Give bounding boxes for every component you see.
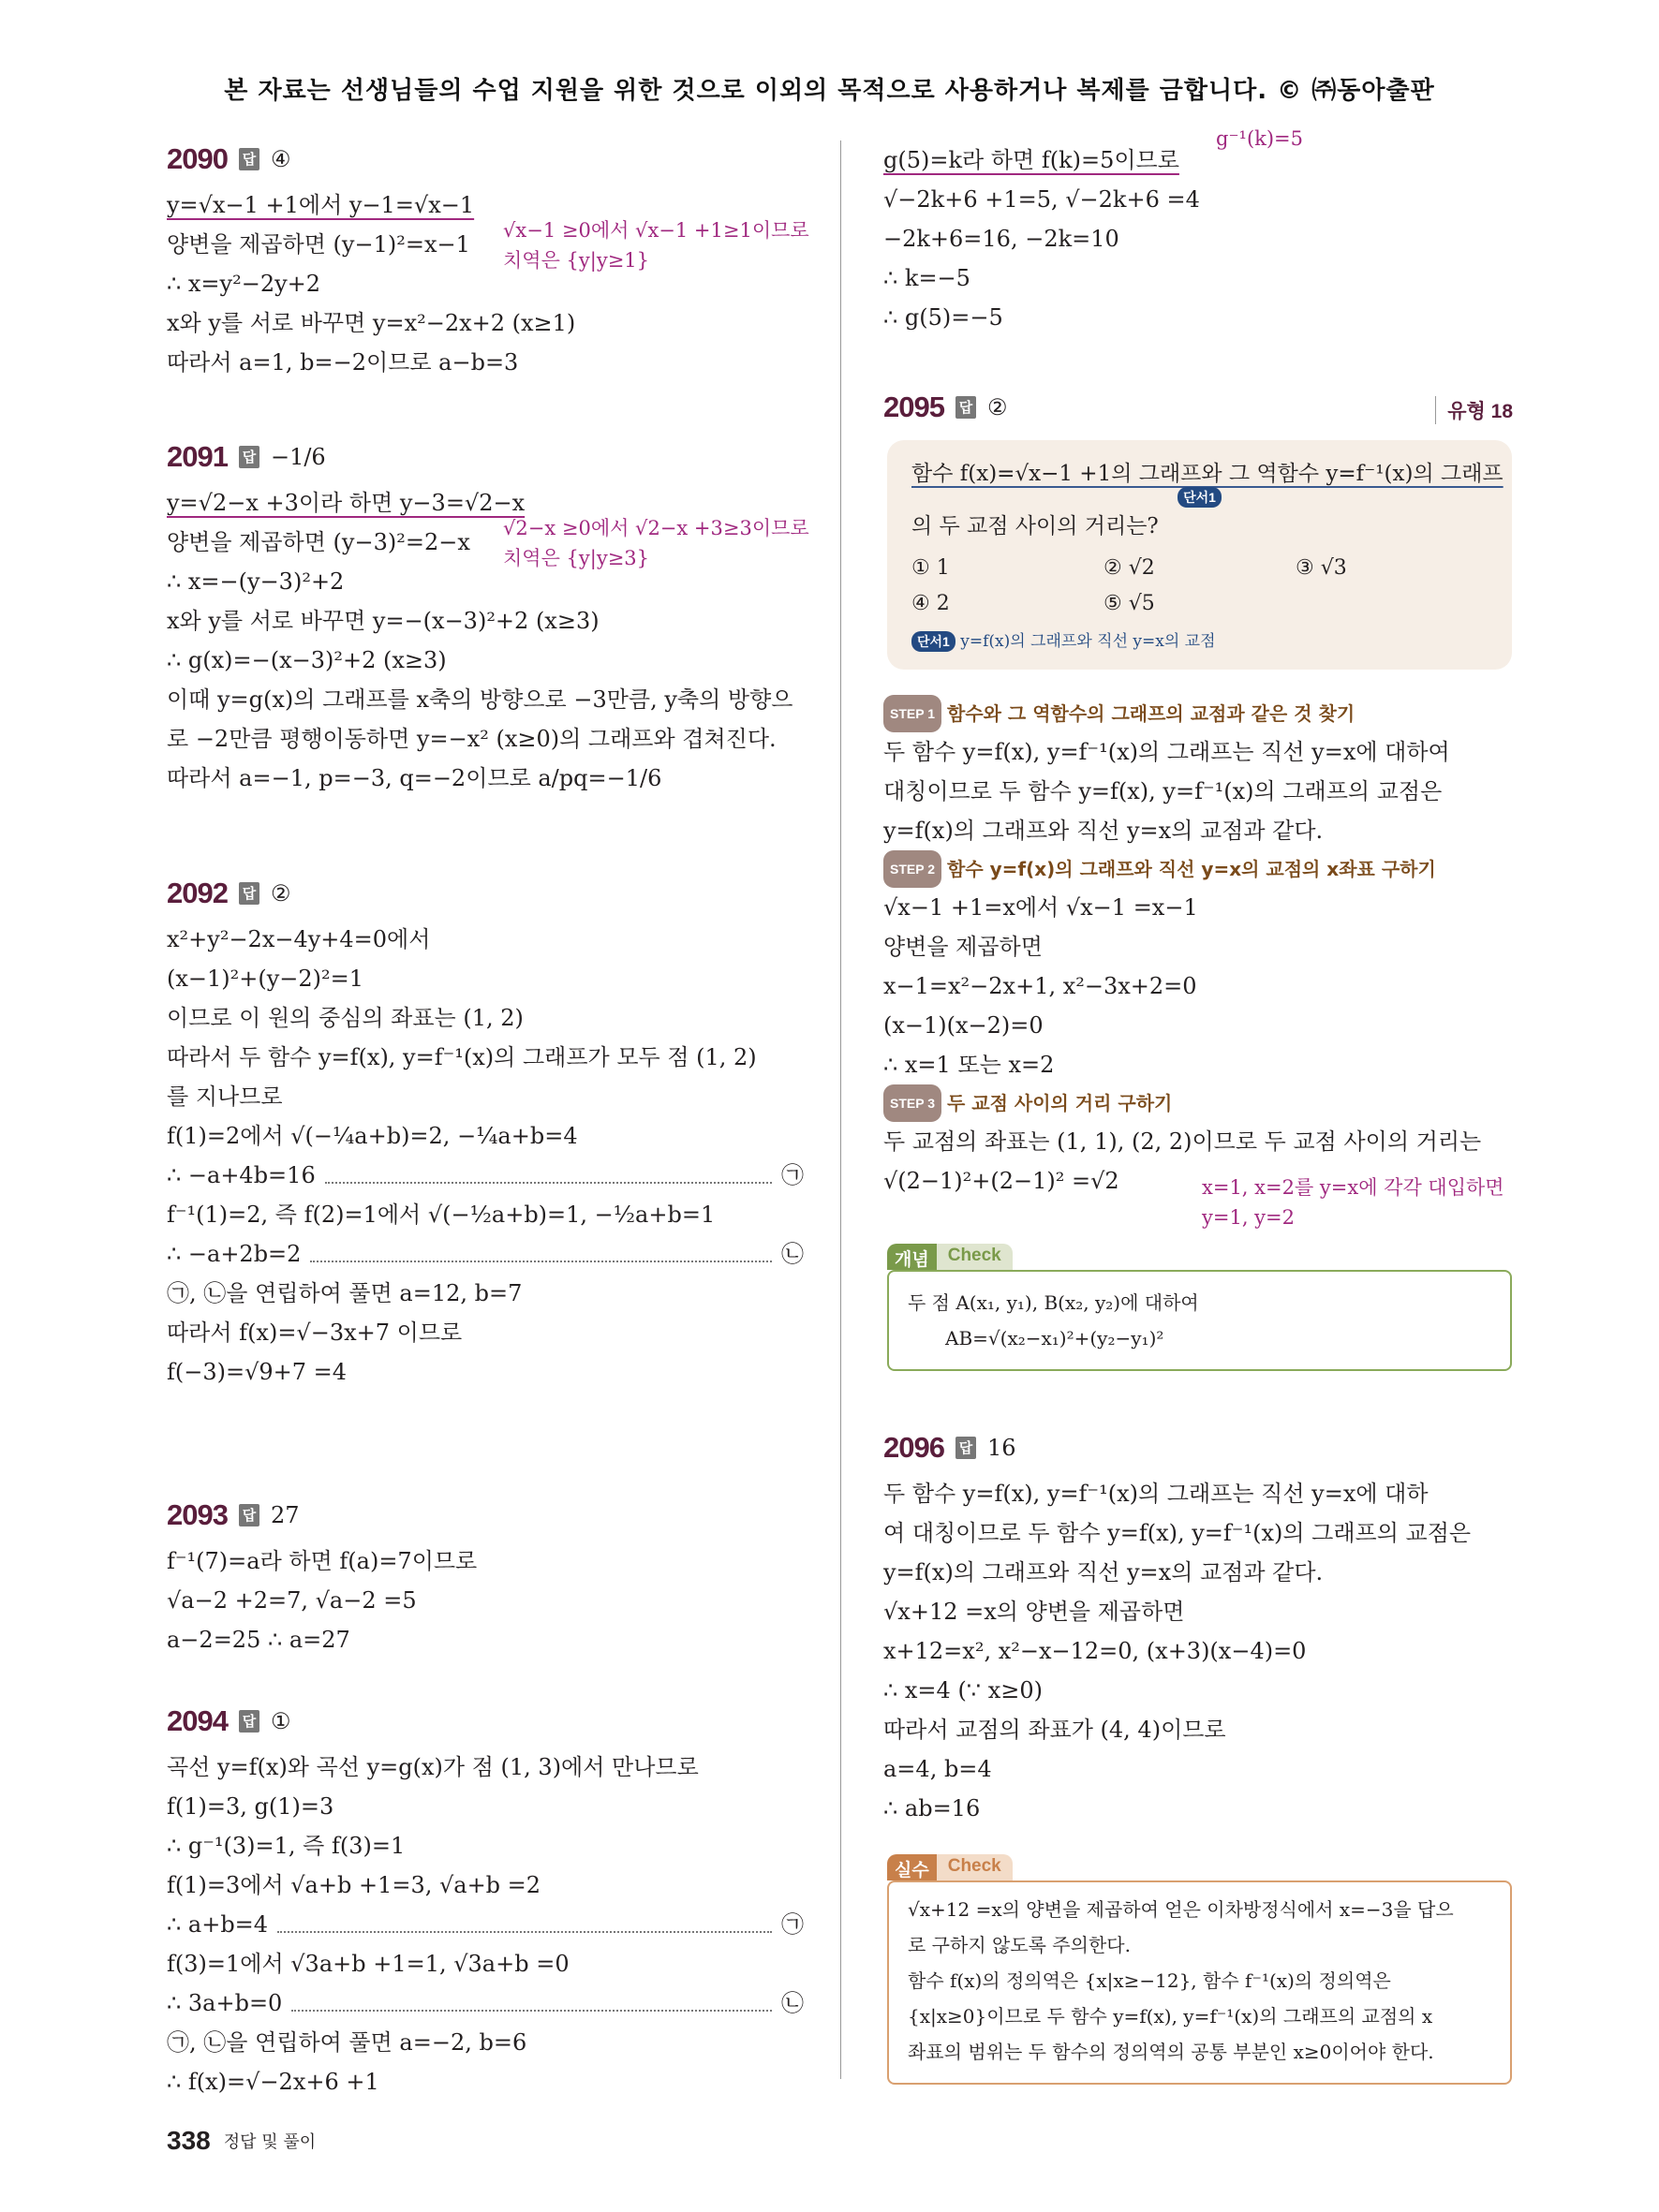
solution-line xyxy=(167,1787,804,1826)
line-text: x와 y를 서로 바꾸면 y=−(x−3)²+2 (x≥3) xyxy=(167,608,600,634)
answer: ④ xyxy=(270,146,291,172)
solution-line xyxy=(883,1513,1513,1553)
problem-number: 2091 xyxy=(167,440,228,473)
solution-line xyxy=(167,1541,804,1581)
dotted-leader xyxy=(310,1261,772,1262)
problem-2093 xyxy=(167,1497,804,1659)
answer: ① xyxy=(270,1708,291,1734)
problem-number: 2093 xyxy=(167,1498,228,1531)
solution-line xyxy=(167,1156,804,1195)
problem-number: 2096 xyxy=(883,1431,944,1464)
line-text: a−2=25 ∴ a=27 xyxy=(167,1627,350,1653)
mistake-line: 함수 f(x)의 정의역은 {x|x≥−12}, 함수 f⁻¹(x)의 정의역은 xyxy=(908,1969,1391,1992)
concept-formula: AB=√(x₂−x₁)²+(y₂−y₁)² xyxy=(945,1327,1164,1349)
page-footer xyxy=(167,2126,316,2156)
line-text: ∴ g(5)=−5 xyxy=(883,304,1003,331)
solution-line xyxy=(883,140,1513,180)
answer-icon: 답 xyxy=(955,1437,976,1459)
line-text: 여 대칭이므로 두 함수 y=f(x), y=f⁻¹(x)의 그래프의 교점은 xyxy=(883,1520,1472,1546)
copyright-notice: 본 자료는 선생님들의 수업 지원을 위한 것으로 이외의 목적으로 사용하거나 복제를 금합니다. © ㈜동아출판 xyxy=(224,77,1435,105)
line-text: f⁻¹(7)=a라 하면 f(a)=7이므로 xyxy=(167,1548,478,1574)
answer: −1/6 xyxy=(270,444,326,470)
check-tab-label: Check xyxy=(937,1244,1013,1270)
step-title: 함수 y=f(x)의 그래프와 직선 y=x의 교점의 x좌표 구하기 xyxy=(947,858,1436,880)
solution-line xyxy=(883,1122,1513,1161)
line-text: 대칭이므로 두 함수 y=f(x), y=f⁻¹(x)의 그래프의 교점은 xyxy=(883,778,1443,804)
choice-5[interactable]: ⑤ √5 xyxy=(1104,592,1155,615)
line-text: √(2−1)²+(2−1)² =√2 xyxy=(883,1168,1119,1194)
line-text: x와 y를 서로 바꾸면 y=x²−2x+2 (x≥1) xyxy=(167,310,576,336)
annotation xyxy=(503,215,809,275)
problem-2091 xyxy=(167,438,809,798)
solution-line xyxy=(167,1944,804,1983)
solution-line xyxy=(167,1620,804,1659)
line-text: f(−3)=√9+7 =4 xyxy=(167,1359,348,1385)
annotation-line: 치역은 {y|y≥3} xyxy=(503,547,650,569)
mistake-line: 좌표의 범위는 두 함수의 정의역의 공통 부분인 x≥0이어야 한다. xyxy=(908,2041,1434,2063)
mistake-line: √x+12 =x의 양변을 제곱하여 얻은 이차방정식에서 x=−3을 답으 xyxy=(908,1898,1454,1921)
solution-line xyxy=(167,1581,804,1620)
solution-line xyxy=(167,680,804,719)
line-text: y=√x−1 +1에서 y−1=√x−1 xyxy=(167,192,475,218)
solution-steps xyxy=(883,695,1513,1229)
line-text: 양변을 제곱하면 (y−3)²=2−x xyxy=(167,529,470,555)
answer-icon: 답 xyxy=(239,882,259,905)
solution-line xyxy=(167,1234,804,1274)
step-badge: STEP 3 xyxy=(883,1084,941,1122)
line-text: g(5)=k라 하면 f(k)=5이므로 xyxy=(883,147,1179,173)
hint-text: y=f(x)의 그래프와 직선 y=x의 교점 xyxy=(960,632,1216,651)
problem-2092 xyxy=(167,875,804,1392)
concept-check xyxy=(887,1244,1512,1371)
solution-line xyxy=(883,1710,1513,1749)
line-text: ∴ x=y²−2y+2 xyxy=(167,271,321,297)
problem-type: 유형 18 xyxy=(1435,396,1513,424)
line-text: √−2k+6 +1=5, √−2k+6 =4 xyxy=(883,186,1200,213)
problem-2095 xyxy=(883,389,1513,434)
line-text: ㉠, ㉡을 연립하여 풀면 a=−2, b=6 xyxy=(167,2029,527,2056)
line-text: √a−2 +2=7, √a−2 =5 xyxy=(167,1587,417,1614)
dotted-leader xyxy=(291,2010,772,2012)
mistake-tab-label: 실수 xyxy=(887,1854,937,1880)
mistake-check xyxy=(887,1854,1512,2085)
solution-line xyxy=(883,888,1513,927)
line-text: 따라서 교점의 좌표가 (4, 4)이므로 xyxy=(883,1717,1226,1743)
problem-number: 2092 xyxy=(167,877,228,909)
solution-line xyxy=(167,1274,804,1313)
line-text: 따라서 두 함수 y=f(x), y=f⁻¹(x)의 그래프가 모두 점 (1, 2) xyxy=(167,1044,757,1070)
hint-badge: 단서1 xyxy=(911,631,955,652)
line-text: ∴ k=−5 xyxy=(883,265,970,291)
choice-1[interactable]: ① 1 xyxy=(911,556,950,580)
solution-line xyxy=(167,959,804,998)
choice-2[interactable]: ② √2 xyxy=(1104,556,1155,580)
step-badge: STEP 1 xyxy=(883,695,941,732)
problem-2096 xyxy=(883,1429,1513,1828)
line-text: 따라서 f(x)=√−3x+7 이므로 xyxy=(167,1320,463,1346)
solution-line xyxy=(883,180,1513,219)
problem-number: 2095 xyxy=(883,391,944,423)
solution-line xyxy=(167,1077,804,1116)
dotted-leader xyxy=(325,1182,772,1184)
solution-line xyxy=(883,1553,1513,1592)
line-text: ∴ −a+4b=16 xyxy=(167,1162,316,1188)
annotation-line: √x−1 ≥0에서 √x−1 +1≥1이므로 xyxy=(503,219,809,242)
problem-number: 2090 xyxy=(167,142,228,175)
annotation-line: y=1, y=2 xyxy=(1202,1206,1295,1229)
line-text: ∴ x=1 또는 x=2 xyxy=(883,1052,1055,1078)
dotted-leader xyxy=(277,1931,772,1933)
line-text: y=f(x)의 그래프와 직선 y=x의 교점과 같다. xyxy=(883,1559,1324,1585)
concept-line: 두 점 A(x₁, y₁), B(x₂, y₂)에 대하여 xyxy=(908,1291,1199,1314)
question-line: 의 두 교점 사이의 거리는? xyxy=(911,514,1159,538)
line-text: x²+y²−2x−4y+4=0에서 xyxy=(167,926,431,952)
line-text: ∴ x=4 (∵ x≥0) xyxy=(883,1677,1043,1703)
answer-icon: 답 xyxy=(955,396,976,419)
line-text: ∴ 3a+b=0 xyxy=(167,1990,283,2016)
solution-line xyxy=(883,1631,1513,1671)
annotation: g⁻¹(k)=5 xyxy=(1216,127,1304,150)
annotation-line: x=1, x=2를 y=x에 각각 대입하면 xyxy=(1202,1176,1504,1199)
annotation xyxy=(1202,1172,1504,1232)
line-text: 두 함수 y=f(x), y=f⁻¹(x)의 그래프는 직선 y=x에 대하 xyxy=(883,1481,1429,1507)
hint-badge: 단서1 xyxy=(1178,487,1222,508)
step-title: 두 교점 사이의 거리 구하기 xyxy=(947,1092,1173,1114)
line-text: 양변을 제곱하면 xyxy=(883,934,1043,960)
line-text: 이때 y=g(x)의 그래프를 x축의 방향으로 −3만큼, y축의 방향으 xyxy=(167,686,793,713)
step-title: 함수와 그 역함수의 그래프의 교점과 같은 것 찾기 xyxy=(947,702,1355,725)
line-text: 따라서 a=1, b=−2이므로 a−b=3 xyxy=(167,349,519,376)
problem-2094 xyxy=(167,1703,804,2101)
line-text: x+12=x², x²−x−12=0, (x+3)(x−4)=0 xyxy=(883,1638,1307,1664)
answer-icon: 답 xyxy=(239,1710,259,1733)
line-text: f(1)=3, g(1)=3 xyxy=(167,1793,334,1820)
equation-marker: ㉠ xyxy=(781,1911,804,1938)
question-line: 함수 f(x)=√x−1 +1의 그래프와 그 역함수 y=f⁻¹(x)의 그래프 xyxy=(911,462,1503,486)
line-text: 두 교점의 좌표는 (1, 1), (2, 2)이므로 두 교점 사이의 거리는 xyxy=(883,1128,1482,1155)
line-text: 를 지나므로 xyxy=(167,1084,283,1110)
solution-line xyxy=(883,772,1513,811)
solution-line xyxy=(167,641,804,680)
concept-tab-label: 개념 xyxy=(887,1244,937,1270)
line-text: ∴ g⁻¹(3)=1, 즉 f(3)=1 xyxy=(167,1833,406,1859)
footer-label: 정답 및 풀이 xyxy=(223,2132,317,2152)
solution-line xyxy=(883,1474,1513,1513)
answer: ② xyxy=(986,394,1008,420)
solution-line xyxy=(167,1116,804,1156)
line-text: 양변을 제곱하면 (y−1)²=x−1 xyxy=(167,231,470,258)
step-badge: STEP 2 xyxy=(883,850,941,888)
answer-icon: 답 xyxy=(239,1504,259,1526)
solution-line xyxy=(167,1826,804,1865)
solution-line xyxy=(167,2062,804,2101)
equation-marker: ㉡ xyxy=(781,1990,804,2016)
line-text: ∴ f(x)=√−2x+6 +1 xyxy=(167,2069,379,2095)
line-text: 따라서 a=−1, p=−3, q=−2이므로 a/pq=−1/6 xyxy=(167,765,662,791)
line-text: f⁻¹(1)=2, 즉 f(2)=1에서 √(−½a+b)=1, −½a+b=1 xyxy=(167,1202,716,1228)
line-text: ㉠, ㉡을 연립하여 풀면 a=12, b=7 xyxy=(167,1280,523,1306)
mistake-line: {x|x≥0}이므로 두 함수 y=f(x), y=f⁻¹(x)의 그래프의 교점의 x xyxy=(908,2005,1433,2028)
problem-number: 2094 xyxy=(167,1704,228,1737)
solution-line xyxy=(883,927,1513,966)
line-text: 두 함수 y=f(x), y=f⁻¹(x)의 그래프는 직선 y=x에 대하여 xyxy=(883,739,1450,765)
answer-icon: 답 xyxy=(239,148,259,170)
solution-line xyxy=(167,343,804,382)
solution-line xyxy=(883,298,1513,337)
solution-line xyxy=(883,219,1513,258)
line-text: −2k+6=16, −2k=10 xyxy=(883,226,1119,252)
solution-line xyxy=(167,2023,804,2062)
line-text: ∴ g(x)=−(x−3)²+2 (x≥3) xyxy=(167,647,447,673)
solution-line xyxy=(883,966,1513,1006)
choice-3[interactable]: ③ √3 xyxy=(1296,556,1347,580)
column-divider xyxy=(840,140,841,2079)
page-number: 338 xyxy=(167,2126,211,2155)
problem-2090 xyxy=(167,140,809,382)
solution-line xyxy=(883,1671,1513,1710)
line-text: ∴ −a+2b=2 xyxy=(167,1241,302,1267)
solution-line xyxy=(167,1195,804,1234)
answer-icon: 답 xyxy=(239,446,259,468)
solution-line xyxy=(167,719,804,759)
line-text: (x−1)(x−2)=0 xyxy=(883,1012,1044,1039)
solution-line xyxy=(167,303,804,343)
line-text: ∴ a+b=4 xyxy=(167,1911,269,1938)
solution-line xyxy=(167,601,804,641)
line-text: 이므로 이 원의 중심의 좌표는 (1, 2) xyxy=(167,1005,524,1031)
line-text: y=√2−x +3이라 하면 y−3=√2−x xyxy=(167,490,526,516)
choice-4[interactable]: ④ 2 xyxy=(911,592,950,615)
solution-line xyxy=(167,1038,804,1077)
solution-line xyxy=(167,1865,804,1905)
annotation-line: √2−x ≥0에서 √2−x +3≥3이므로 xyxy=(503,517,809,539)
line-text: x−1=x²−2x+1, x²−3x+2=0 xyxy=(883,973,1197,999)
solution-line xyxy=(167,1905,804,1944)
line-text: f(3)=1에서 √3a+b +1=1, √3a+b =0 xyxy=(167,1951,570,1977)
line-text: 곡선 y=f(x)와 곡선 y=g(x)가 점 (1, 3)에서 만나므로 xyxy=(167,1754,699,1780)
equation-marker: ㉠ xyxy=(781,1162,804,1188)
line-text: f(1)=3에서 √a+b +1=3, √a+b =2 xyxy=(167,1872,541,1898)
problem-2094-continued xyxy=(883,127,1513,337)
line-text: ∴ x=−(y−3)²+2 xyxy=(167,568,345,595)
solution-line xyxy=(167,920,804,959)
line-text: f(1)=2에서 √(−¼a+b)=2, −¼a+b=4 xyxy=(167,1123,578,1149)
solution-line xyxy=(883,1592,1513,1631)
question-box xyxy=(887,440,1512,670)
solution-line xyxy=(167,1313,804,1352)
solution-line xyxy=(883,1789,1513,1828)
answer: 27 xyxy=(270,1502,300,1528)
equation-marker: ㉡ xyxy=(781,1241,804,1267)
line-text: 로 −2만큼 평행이동하면 y=−x² (x≥0)의 그래프와 겹쳐진다. xyxy=(167,726,777,752)
solution-line xyxy=(883,258,1513,298)
line-text: √x+12 =x의 양변을 제곱하면 xyxy=(883,1599,1185,1625)
solution-line xyxy=(883,1045,1513,1084)
solution-line xyxy=(883,811,1513,850)
line-text: a=4, b=4 xyxy=(883,1756,992,1782)
answer: 16 xyxy=(986,1435,1016,1461)
answer: ② xyxy=(270,880,291,907)
annotation xyxy=(503,513,809,573)
annotation-line: 치역은 {y|y≥1} xyxy=(503,249,650,272)
line-text: (x−1)²+(y−2)²=1 xyxy=(167,966,364,992)
solution-line xyxy=(883,1749,1513,1789)
solution-line xyxy=(167,759,804,798)
solution-line xyxy=(167,1747,804,1787)
line-text: √x−1 +1=x에서 √x−1 =x−1 xyxy=(883,894,1198,921)
line-text: ∴ ab=16 xyxy=(883,1795,981,1821)
solution-line xyxy=(167,1352,804,1392)
mistake-line: 로 구하지 않도록 주의한다. xyxy=(908,1934,1131,1956)
line-text: y=f(x)의 그래프와 직선 y=x의 교점과 같다. xyxy=(883,818,1324,844)
check-tab-label: Check xyxy=(937,1854,1013,1880)
solution-line xyxy=(883,1006,1513,1045)
solution-line xyxy=(167,1983,804,2023)
solution-line xyxy=(883,732,1513,772)
solution-line xyxy=(167,998,804,1038)
